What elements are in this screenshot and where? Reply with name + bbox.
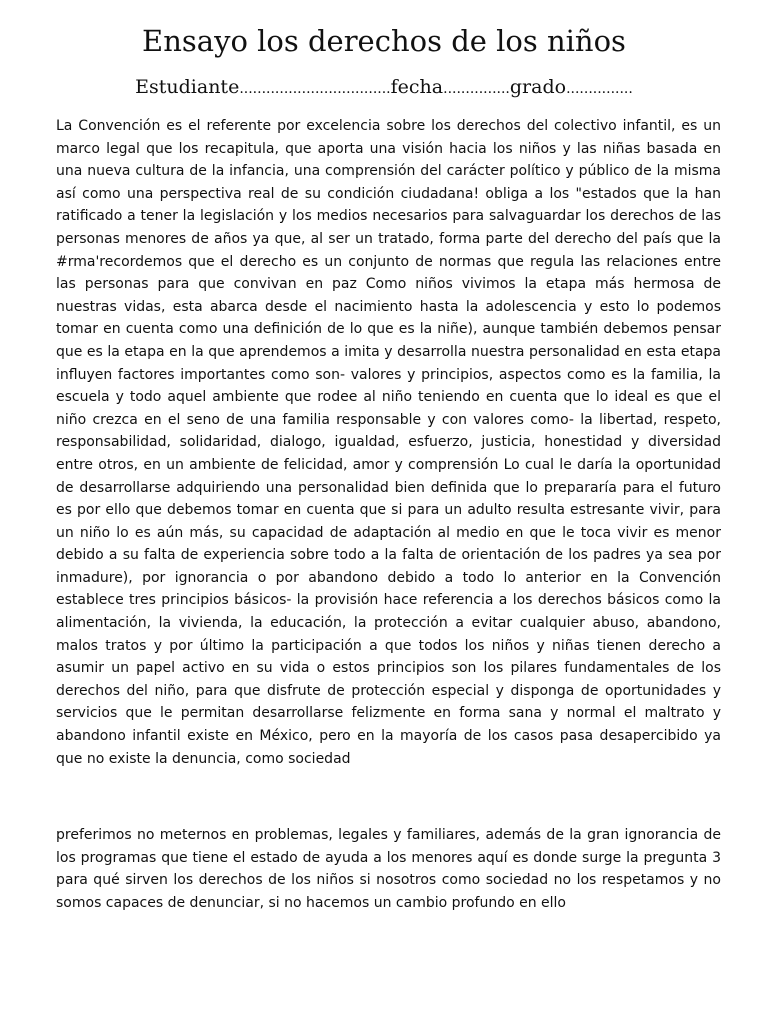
essay-paragraph-1: La Convención es el referente por excelencia sobre los derechos del colectivo infantil, es un marco legal que los recapitula, que aporta una visión hacia los niños y las niñas basada en una nueva cultura de la infancia, una comprensión del carácter político y público de la misma así como una perspectiva real de su condición ciudadana! obliga a los "estados que la han ratificado a tener la legislación y los medios necesarios para salvaguardar los derechos de las personas menores de años ya que, al ser un tratado, forma parte del derecho del país que la #rma'recordemos que el derecho es un conjunto de normas que regula las relaciones entre las personas para que convivan en paz Como niños vivimos la etapa más hermosa de nuestras vidas, esta abarca desde el nacimiento hasta la adolescencia y esto lo podemos tomar en cuenta como una definición de lo que es la niñe), aunque también debemos pensar que es la etapa en la que aprendemos a imita y desarrolla nuestra personalidad en esta etapa influyen factores importantes como son- valores y principios, aspectos como es la familia, la escuela y todo aquel ambiente que rodee al niño teniendo en cuenta que lo ideal es que el niño crezca en el seno de una familia responsable y con valores como- la libertad, respeto, responsabilidad, solidaridad, dialogo, igualdad, esfuerzo, justicia, honestidad y diversidad entre otros, en un ambiente de felicidad, amor y comprensión Lo cual le daría la oportunidad de desarrollarse adquiriendo una personalidad bien definida que lo prepararía para el futuro es por ello que debemos tomar en cuenta que si para un adulto resulta estresante vivir, para un niño lo es aún más, su capacidad de adaptación al medio en que le toca vivir es menor debido a su falta de experiencia sobre todo a la falta de orientación de los padres ya sea por inmadure), por ignorancia o por abandono debido a todo lo anterior en la Convención establece tres principios básicos- la provisión hace referencia a los derechos básicos como la alimentación, la vivienda, la educación, la protección a evitar cualquier abuso, abandono, malos tratos y por último la participación a que todos los niños y niñas tienen derecho a asumir un papel activo en su vida o estos principios son los pilares fundamentales de los derechos del niño, para que disfrute de protección especial y disponga de oportunidades y servicios que le permitan desarrollarse felizmente en forma sana y normal el maltrato y abandono infantil existe en México, pero en la mayoría de los casos pasa desapercibido ya que no existe la denuncia, como sociedad — [56, 118, 721, 767]
date-label: fecha — [390, 76, 444, 98]
student-blank: .................................. — [239, 81, 391, 97]
document-title: Ensayo los derechos de los niños — [142, 24, 626, 58]
essay-paragraph-2: preferimos no meternos en problemas, legales y familiares, además de la gran ignorancia de los programas que tiene el estado de ayuda a los menores aquí es donde surge la pregunta 3 para qué sirven los derechos de los niños si nosotros como sociedad no los respetamos y no somos capaces de denunciar, si no hacemos un cambio profundo en ello — [56, 827, 721, 911]
student-info-line — [0, 76, 768, 98]
grade-blank: ............... — [566, 81, 633, 97]
date-blank: ............... — [443, 81, 510, 97]
student-label: Estudiante — [135, 76, 240, 98]
grade-label: grado — [509, 76, 567, 98]
